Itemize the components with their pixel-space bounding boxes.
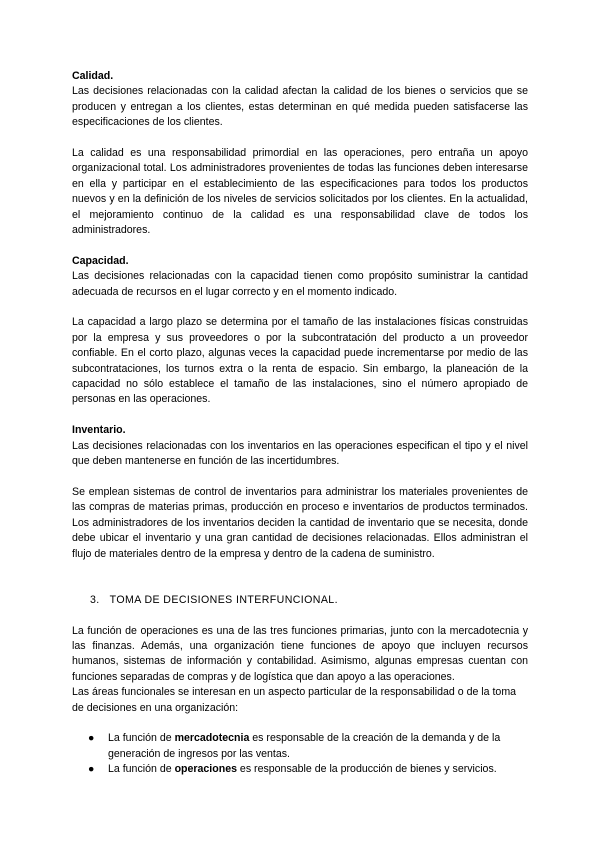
section-title: TOMA DE DECISIONES INTERFUNCIONAL. [109, 593, 338, 606]
paragraph-capacidad-2: La capacidad a largo plazo se determina por el tamaño de las instalaciones físicas construidas por la empresa y sus proveedores o por la subcontratación del producto a un proveedor confiable. En el corto plazo, algunas veces la capacidad puede incrementarse por medio de las subcontrataciones, los turnos extra o la renta de espacio. Sin embargo, la planeación de la capacidad no sólo establece el tamaño de las instalaciones, sino el número apropiado de personas en las operaciones. [72, 316, 528, 406]
paragraph-calidad-1: Las decisiones relacionadas con la calidad afectan la calidad de los bienes o servicios que se producen y entregan a los clientes, estas determinan en qué medida pueden satisfacerse las especificaciones de los clientes. [72, 85, 528, 129]
paragraph-calidad-2: La calidad es una responsabilidad primordial en las operaciones, pero entraña un apoyo organizacional total. Los administradores provenientes de todas las funciones deben interesarse en ella y participar en el establecimiento de las especificaciones para todos los productos nuevos y en la definición de los niveles de servicios solicitados por los clientes. En la actualidad, el mejoramiento continuo de la calidad es una responsabilidad clave de todos los administradores. [72, 147, 528, 237]
paragraph-capacidad-1: Las decisiones relacionadas con la capacidad tienen como propósito suministrar la cantidad adecuada de recursos en el lugar correcto y en el momento indicado. [72, 270, 528, 298]
paragraph-inventario-1: Las decisiones relacionadas con los inventarios en las operaciones especifican el tipo y el nivel que deben mantenerse en función de las incertidumbres. [72, 439, 528, 468]
bullet-icon: ● [88, 763, 95, 776]
bullet-list [72, 731, 528, 777]
heading-capacidad: Capacidad. [72, 254, 129, 267]
paragraph-toma-1: La función de operaciones es una de las tres funciones primarias, junto con la mercadotecnia y las finanzas. Además, una organización tiene funciones de apoyo que incluyen recursos humanos, sistemas de información y contabilidad. Asimismo, algunas empresas cuentan con funciones separadas de compras y de logística que dan apoyo a las operaciones. [72, 624, 528, 683]
numbered-heading-toma-decisiones [90, 593, 528, 608]
document-body [72, 69, 528, 778]
bullet-icon: ● [88, 732, 95, 745]
list-item-mercadotecnia: ● La función de mercadotecnia es responsable de la creación de la demanda y de la generación de ingresos por las ventas. [88, 732, 501, 760]
heading-calidad: Calidad. [72, 70, 114, 82]
list-number: 3. [90, 593, 100, 606]
paragraph-toma-2: Las áreas funcionales se interesan en un aspecto particular de la responsabilidad o de la toma de decisiones en una organización: [72, 686, 517, 714]
bold-term: operaciones [174, 763, 237, 776]
heading-inventario: Inventario. [72, 424, 126, 437]
list-item-operaciones: ● La función de operaciones es responsable de la producción de bienes y servicios. [72, 762, 528, 777]
paragraph-inventario-2: Se emplean sistemas de control de inventarios para administrar los materiales provenientes de las compras de materias primas, producción en proceso e inventarios de productos terminados. Los administradores de los inventarios deciden la cantidad de inventario que se necesita, donde debe ubicar el inventario y una gran cantidad de decisiones relacionadas. Ellos administran el flujo de materiales dentro de la empresa y dentro de la cadena de suministro. [72, 485, 528, 560]
bold-term: mercadotecnia [174, 732, 250, 745]
